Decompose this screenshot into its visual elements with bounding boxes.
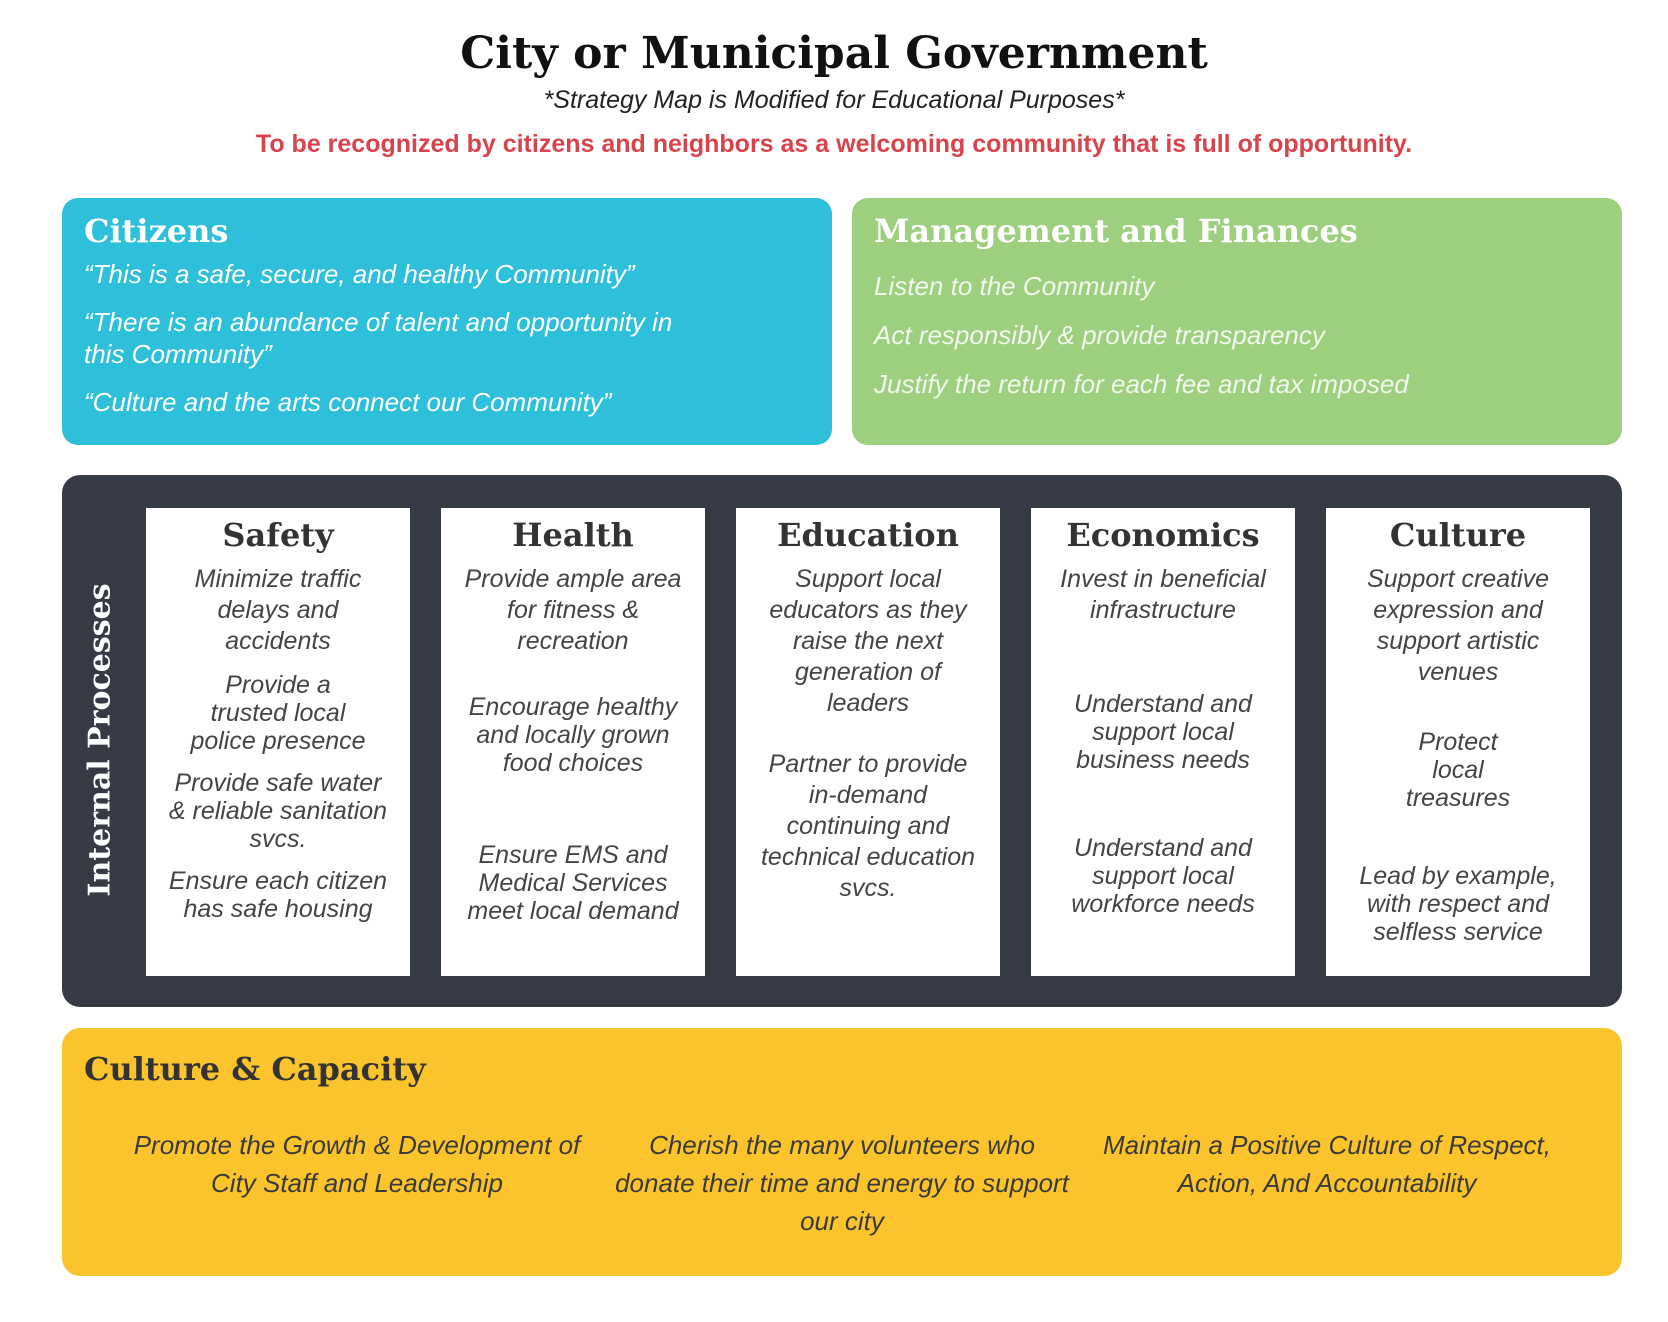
column-item: Ensure EMS and Medical Services meet local demand [467, 841, 679, 925]
management-title: Management and Finances [874, 212, 1358, 250]
process-column-health [441, 508, 705, 976]
culture-capacity-title: Culture & Capacity [84, 1050, 426, 1088]
column-item: Support local educators as they raise the next generation of leaders [769, 565, 967, 717]
column-title: Safety [222, 516, 334, 554]
column-item: Minimize traffic delays and accidents [194, 565, 362, 655]
capacity-item: Promote the Growth & Development of City Staff and Leadership [133, 1130, 581, 1198]
column-title: Health [512, 516, 634, 554]
column-title: Education [777, 516, 959, 554]
internal-processes-label-text: Internal Processes [82, 583, 118, 897]
column-title: Culture [1389, 516, 1527, 554]
vision-statement: To be recognized by citizens and neighbors as a welcoming community that is full of opportunity. [255, 130, 1413, 158]
column-item: Provide a trusted local police presence [190, 671, 366, 755]
capacity-item: Maintain a Positive Culture of Respect, Action, And Accountability [1103, 1130, 1551, 1198]
column-item: Understand and support local workforce needs [1071, 834, 1255, 918]
process-column-economics [1031, 508, 1295, 976]
column-item: Lead by example, with respect and selfless service [1359, 862, 1557, 946]
page-title: City or Municipal Government [460, 28, 1208, 79]
citizens-panel [62, 198, 832, 445]
column-title: Economics [1066, 516, 1260, 554]
management-line: Act responsibly & provide transparency [874, 320, 1325, 350]
column-item: Encourage healthy and locally grown food choices [468, 693, 678, 777]
capacity-item: Cherish the many volunteers who donate their time and energy to support our city [615, 1130, 1069, 1236]
management-line: Listen to the Community [874, 271, 1155, 301]
process-column-education [736, 508, 1000, 976]
process-column-culture [1326, 508, 1590, 976]
page-subtitle: *Strategy Map is Modified for Educational Purposes* [543, 86, 1125, 114]
citizens-line: “This is a safe, secure, and healthy Community” [84, 259, 635, 289]
management-panel [852, 198, 1622, 445]
column-item: Protect local treasures [1405, 728, 1511, 812]
column-item: Partner to provide in-demand continuing and technical education svcs. [760, 750, 976, 902]
culture-capacity-panel [62, 1028, 1622, 1276]
management-line: Justify the return for each fee and tax imposed [874, 369, 1409, 399]
citizens-line: “Culture and the arts connect our Community” [84, 387, 612, 417]
column-item: Support creative expression and support artistic venues [1366, 565, 1550, 686]
citizens-title: Citizens [84, 212, 229, 250]
column-item: Provide ample area for fitness & recreation [464, 565, 682, 655]
column-item: Provide safe water & reliable sanitation svcs. [168, 769, 388, 853]
citizens-line: “There is an abundance of talent and opportunity in this Community” [84, 307, 673, 369]
process-column-safety [146, 508, 410, 976]
column-item: Ensure each citizen has safe housing [168, 867, 388, 923]
column-item: Understand and support local business needs [1074, 690, 1252, 774]
column-item: Invest in beneficial infrastructure [1060, 565, 1266, 624]
